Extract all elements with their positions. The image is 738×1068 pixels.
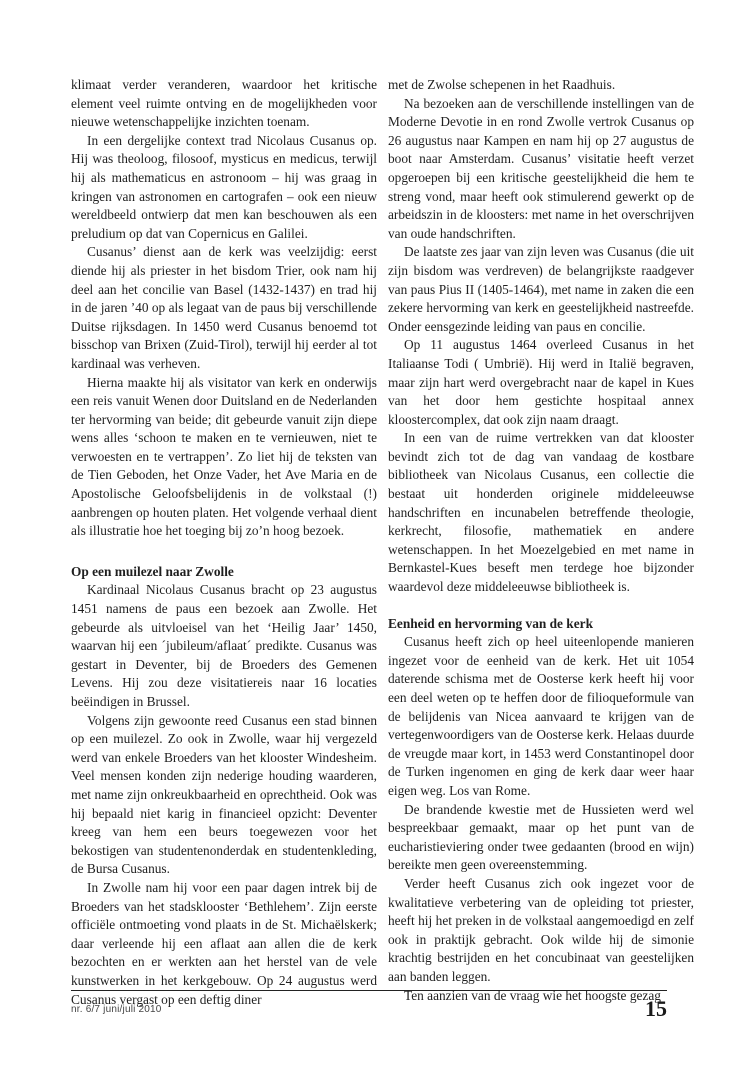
paragraph: Ten aanzien van de vraag wie het hoogste gezag — [404, 987, 661, 1003]
paragraph: Volgens zijn gewoonte reed Cusanus een stad binnen op een muilezel. Zo ook in Zwolle, waar hij vergezeld werd van enkele Broeders van het klooster Windesheim. Veel mensen konden zijn nederige houding waarderen, met name zijn onkreukbaarheid en oprechtheid. Ook was hij bepaald niet karig in financieel opzicht: Deventer kreeg van hem een beurs toegewezen voor het bekostigen van studentenonderdak en studentenkleding, de Bursa Cusanus. — [71, 712, 377, 877]
footer-rule — [71, 990, 667, 991]
paragraph: Kardinaal Nicolaus Cusanus bracht op 23 augustus 1451 namens de paus een bezoek aan Zwolle. Het gebeurde als uitvloeisel van het ‘Heilig Jaar’ 1450, waarvan hij een ´jubileum/aflaat´ predikte. Cusanus was gestart in Deventer, bij de Broeders des Gemenen Levens. Hij zou deze visitatiereis naar 16 locaties beëindigen in Brussel. — [71, 582, 377, 709]
paragraph: De brandende kwestie met de Hussieten werd wel bespreekbaar gemaakt, maar op het punt van de eucharistieviering onder twee gedaanten (brood en wijn) bereikte men geen overeenstemming. — [388, 801, 694, 873]
paragraph: De laatste zes jaar van zijn leven was Cusanus (die uit zijn bisdom was verdreven) de belangrijkste raadgever van paus Pius II (1405-1464), met name in zaken die een zekere hervorming van kerk en geestelijkheid nastreefde. Onder eensgezinde leiding van paus en concilie. — [388, 244, 694, 334]
paragraph: met de Zwolse schepenen in het Raadhuis. — [388, 77, 616, 92]
paragraph: Hierna maakte hij als visitator van kerk en onderwijs een reis vanuit Wenen door Duitsland en de Nederlanden ter hervorming van beide; dit gebeurde vanuit zijn diepe wens alles ‘schoon te maken en te vernieuwen, niet te verwoesten en te vertrappen’. Zo liet hij de teksten van de Tien Geboden, het Onze Vader, het Ave Maria en de Apostolische Geloofsbelijdenis in de volkstaal (!) aanbrengen op houten platen. Het volgende verhaal dient als illustratie hoe het toeging bij zo’n hoog bezoek. — [71, 374, 377, 539]
paragraph: Verder heeft Cusanus zich ook ingezet voor de kwalitatieve verbetering van de opleiding tot priester, heeft hij het preken in de volkstaal aangemoedigd en zelf ook in praktijk gebracht. Ook wilde hij de simonie krachtig bestrijden en het concubinaat van geestelijken aan banden leggen. — [388, 875, 694, 984]
left-column — [71, 76, 377, 1009]
page-number: 15 — [645, 996, 667, 1021]
section-heading: Eenheid en hervorming van de kerk — [388, 615, 593, 631]
paragraph: klimaat verder veranderen, waardoor het kritische element veel ruimte ontving en de mogelijkheden voor nieuwe wetenschappelijke inzichten toenam. — [71, 77, 377, 130]
paragraph: In een van de ruime vertrekken van dat klooster bevindt zich tot de dag van vandaag de kostbare bibliotheek van Nicolaus Cusanus, een collectie die bestaat uit honderden originele middeleeuwse handschriften en incunabelen betreffende theologie, kerkrecht, filosofie, mathematiek en andere wetenschappen. In het Moezelgebied en met name in Bernkastel-Kues beseft men terdege hoe bijzonder waardevol deze middeleeuwse bibliotheek is. — [388, 430, 694, 595]
paragraph: In een dergelijke context trad Nicolaus Cusanus op. Hij was theoloog, filosoof, mysticus en medicus, terwijl hij als mathematicus en astronoom – hij was graag in kringen van astronomen en cartografen – ook een nieuw wereldbeeld ontwierp dat men kan beschouwen als een preludium op dat van Copernicus en Galilei. — [71, 132, 377, 241]
paragraph: Op 11 augustus 1464 overleed Cusanus in het Italiaanse Todi ( Umbrië). Hij werd in Italië begraven, maar zijn hart werd overgebracht naar de kapel in Kues van het door hem gestichte hospitaal annex kloostercomplex, dat ook zijn naam draagt. — [388, 337, 694, 427]
paragraph: Cusanus’ dienst aan de kerk was veelzijdig: eerst diende hij als priester in het bisdom Trier, ook nam hij deel aan het concilie van Basel (1432-1437) en trad hij in de jaren ’40 op als legaat van de paus bij verschillende Duitse rijksdagen. In 1450 werd Cusanus benoemd tot bisschop van Brixen (Zuid-Tirol), terwijl hij eerder al tot kardinaal was verheven. — [71, 244, 377, 371]
paragraph: Cusanus heeft zich op heel uiteenlopende manieren ingezet voor de eenheid van de kerk. Het uit 1054 daterende schisma met de Oosterse kerk heeft hij voor een deel weten op te heffen door de filioqueformule van de belijdenis van Nicea aanvaard te krijgen van de vertegenwoordigers van de Oosterse kerk. Helaas duurde de vreugde maar kort, in 1453 werd Constantinopel door de Turken ingenomen en ging de kerk daar weer haar eigen weg. Los van Rome. — [388, 634, 694, 798]
right-column — [388, 76, 694, 1005]
issue-label: nr. 6/7 juni/juli 2010 — [71, 1004, 162, 1015]
paragraph: Na bezoeken aan de verschillende instellingen van de Moderne Devotie in en rond Zwolle vertrok Cusanus op 26 augustus naar Kampen en nam hij op 27 augustus de boot naar Amsterdam. Cusanus’ visitatie heeft verzet opgeroepen bij een kritische geestelijkheid die hem te streng vond, maar heeft ook stimulerend gewerkt op de arbeidszin in de kloosters: met name in het overschrijven van oude handschriften. — [388, 95, 694, 241]
paragraph: In Zwolle nam hij voor een paar dagen intrek bij de Broeders van het stadsklooster ‘Bethlehem’. Zijn eerste officiële ontmoeting vond plaats in de St. Michaëlskerk; daar verleende hij een aflaat aan allen die de kerk bezochten en er werkten aan het herstel van de vele kunstwerken in het kerkgebouw. Op 24 augustus werd Cusanus vergast op een deftig diner — [71, 879, 377, 1007]
section-heading: Op een muilezel naar Zwolle — [71, 563, 234, 579]
